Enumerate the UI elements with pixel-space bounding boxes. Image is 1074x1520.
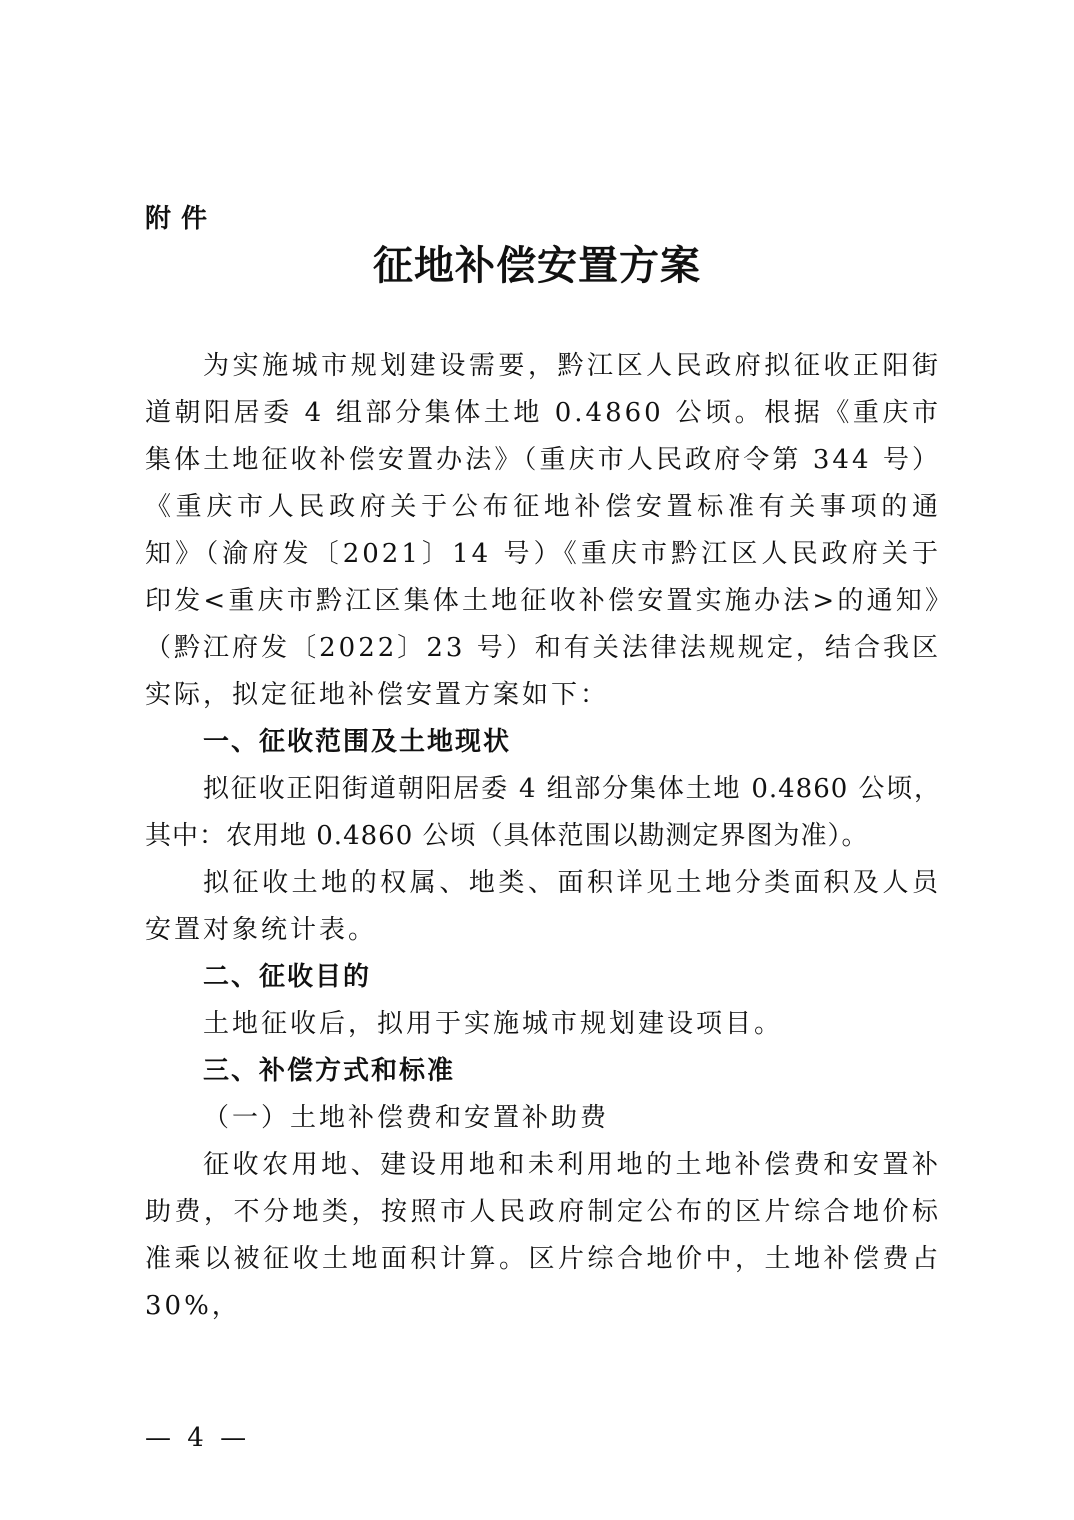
section1-paragraph-2: 拟征收土地的权属、地类、面积详见土地分类面积及人员安置对象统计表。 xyxy=(145,868,941,945)
section-heading-1: 一、征收范围及土地现状 xyxy=(203,727,512,757)
section1-paragraph-1: 拟征收正阳街道朝阳居委 4 组部分集体土地 0.4860 公顷，其中：农用地 0.4860 公顷（具体范围以勘测定界图为准）。 xyxy=(145,774,941,851)
section-heading-2: 二、征收目的 xyxy=(203,962,372,992)
section-heading-3: 三、补偿方式和标准 xyxy=(203,1056,456,1086)
section3-paragraph-1: 征收农用地、建设用地和未利用地的土地补偿费和安置补助费，不分地类，按照市人民政府制定公布的区片综合地价标准乘以被征收土地面积计算。区片综合地价中，土地补偿费占 30%， xyxy=(145,1150,941,1321)
subsection-heading-1: （一）土地补偿费和安置补助费 xyxy=(203,1103,610,1133)
document-body xyxy=(145,343,941,1330)
intro-paragraph: 为实施城市规划建设需要，黔江区人民政府拟征收正阳街道朝阳居委 4 组部分集体土地 0.4860 公顷。根据《重庆市集体土地征收补偿安置办法》（重庆市人民政府令第 344 号）《重庆市人民政府关于公布征地补偿安置标准有关事项的通知》（渝府发〔2021〕14 号）《重庆市黔江区人民政府关于印发<重庆市黔江区集体土地征收补偿安置实施办法>的通知》（黔江府发〔2022〕23 号）和有关法律法规规定，结合我区实际，拟定征地补偿安置方案如下： xyxy=(145,351,941,710)
section2-paragraph-1: 土地征收后，拟用于实施城市规划建设项目。 xyxy=(203,1009,784,1039)
document-title: 征地补偿安置方案 xyxy=(373,242,701,289)
attachment-label: 附件 xyxy=(145,204,218,234)
page-number: — 4 — xyxy=(145,1423,251,1453)
